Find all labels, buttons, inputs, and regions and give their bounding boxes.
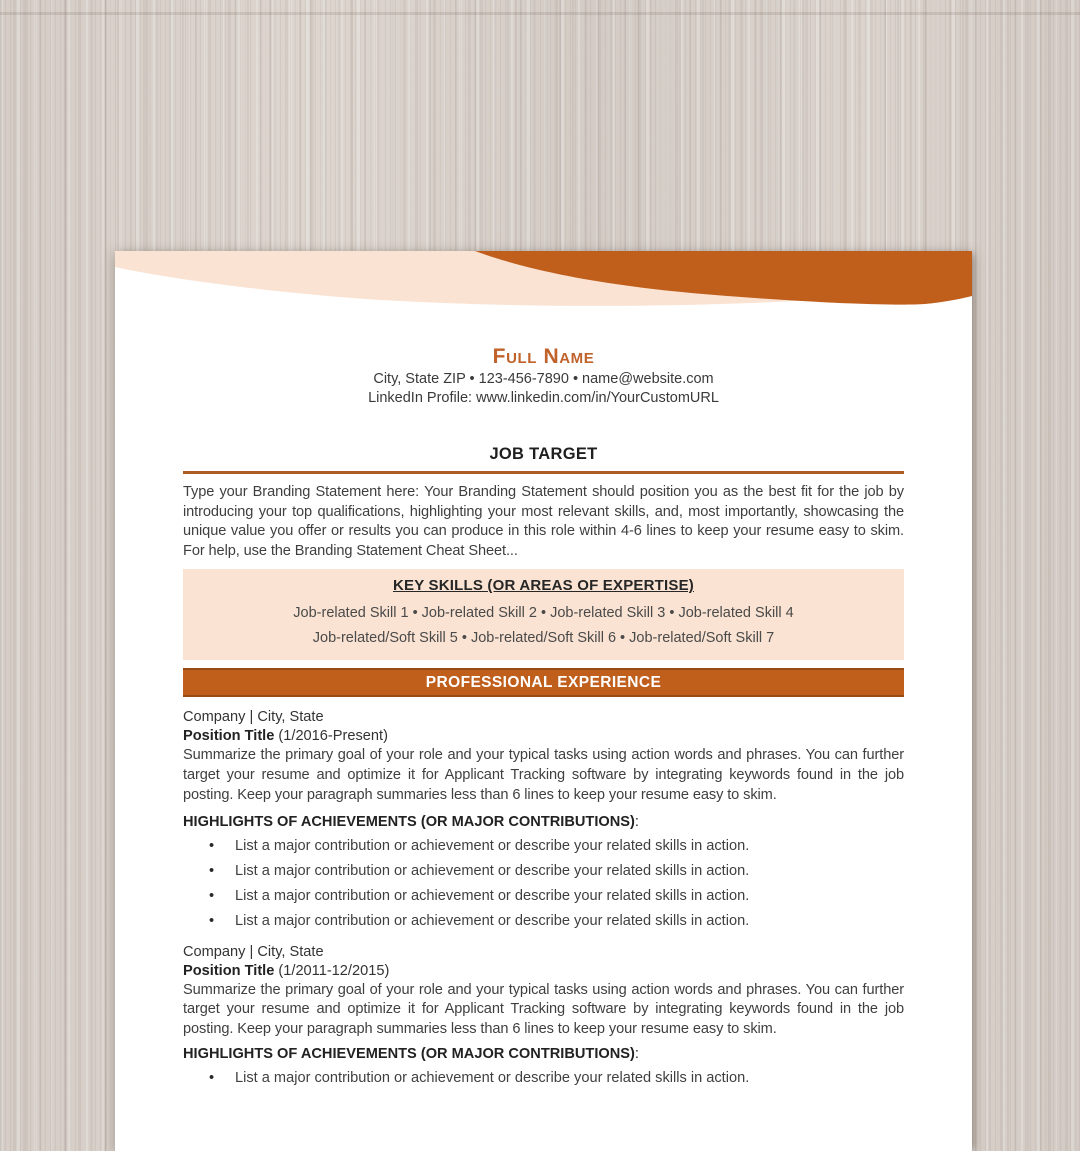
experience-entry-2 <box>183 943 904 1088</box>
linkedin-line: LinkedIn Profile: www.linkedin.com/in/YourCustomURL <box>368 389 719 406</box>
header-wave-graphic <box>115 251 972 313</box>
highlights-heading: HIGHLIGHTS OF ACHIEVEMENTS (OR MAJOR CONTRIBUTIONS): <box>183 814 639 831</box>
position-title: Position Title <box>183 962 275 979</box>
bullet-item: • List a major contribution or achievement or describe your related skills in action. <box>183 837 904 856</box>
bullet-item: • List a major contribution or achievement or describe your related skills in action. <box>183 1069 904 1088</box>
professional-experience-heading: PROFESSIONAL EXPERIENCE <box>183 668 904 697</box>
resume-page <box>115 251 972 1151</box>
full-name: Full Name <box>492 345 595 368</box>
wood-grain-seam <box>0 12 1080 15</box>
position-dates: (1/2011-12/2015) <box>274 962 390 979</box>
role-summary: Summarize the primary goal of your role and your typical tasks using action words and phrases. You can further target your resume and optimize it for Applicant Tracking software by integrating keywords found in the job posting. Keep your paragraph summaries less than 6 lines to keep your resume easy to skim. <box>183 747 904 803</box>
position-line <box>183 962 904 981</box>
contact-line: City, State ZIP • 123-456-7890 • name@website.com <box>373 371 714 387</box>
experience-entry-1 <box>183 708 904 930</box>
bullet-item: • List a major contribution or achievement or describe your related skills in action. <box>183 887 904 906</box>
key-skills-box <box>183 569 904 660</box>
bullet-item: • List a major contribution or achievement or describe your related skills in action. <box>183 912 904 931</box>
job-target-heading: JOB TARGET <box>489 445 598 463</box>
branding-statement: Type your Branding Statement here: Your Branding Statement should position you as the best fit for the job by introducing your top qualifications, highlighting your most relevant skills, and, most importantly, showcasing the unique value you offer or results you can produce in this role within 4-6 lines to keep your resume easy to skim. For help, use the Branding Statement Cheat Sheet... <box>183 484 904 559</box>
resume-content <box>115 344 972 1088</box>
position-dates: (1/2016-Present) <box>274 728 388 745</box>
role-summary: Summarize the primary goal of your role and your typical tasks using action words and phrases. You can further target your resume and optimize it for Applicant Tracking software by integrating keywords found in the job posting. Keep your paragraph summaries less than 6 lines to keep your resume easy to skim. <box>183 981 904 1037</box>
position-line <box>183 727 904 746</box>
company-line: Company | City, State <box>183 943 324 960</box>
key-skills-line-2: Job-related/Soft Skill 5 • Job-related/Soft Skill 6 • Job-related/Soft Skill 7 <box>312 630 775 647</box>
job-target-rule <box>183 471 904 474</box>
highlights-heading: HIGHLIGHTS OF ACHIEVEMENTS (OR MAJOR CONTRIBUTIONS): <box>183 1046 639 1063</box>
position-title: Position Title <box>183 728 275 745</box>
highlight-bullets <box>183 1069 904 1088</box>
highlight-bullets <box>183 837 904 931</box>
key-skills-heading: KEY SKILLS (OR AREAS OF EXPERTISE) <box>392 577 694 595</box>
bullet-item: • List a major contribution or achievement or describe your related skills in action. <box>183 862 904 881</box>
key-skills-line-1: Job-related Skill 1 • Job-related Skill 2 • Job-related Skill 3 • Job-related Skill 4 <box>293 605 794 622</box>
company-line: Company | City, State <box>183 709 324 726</box>
